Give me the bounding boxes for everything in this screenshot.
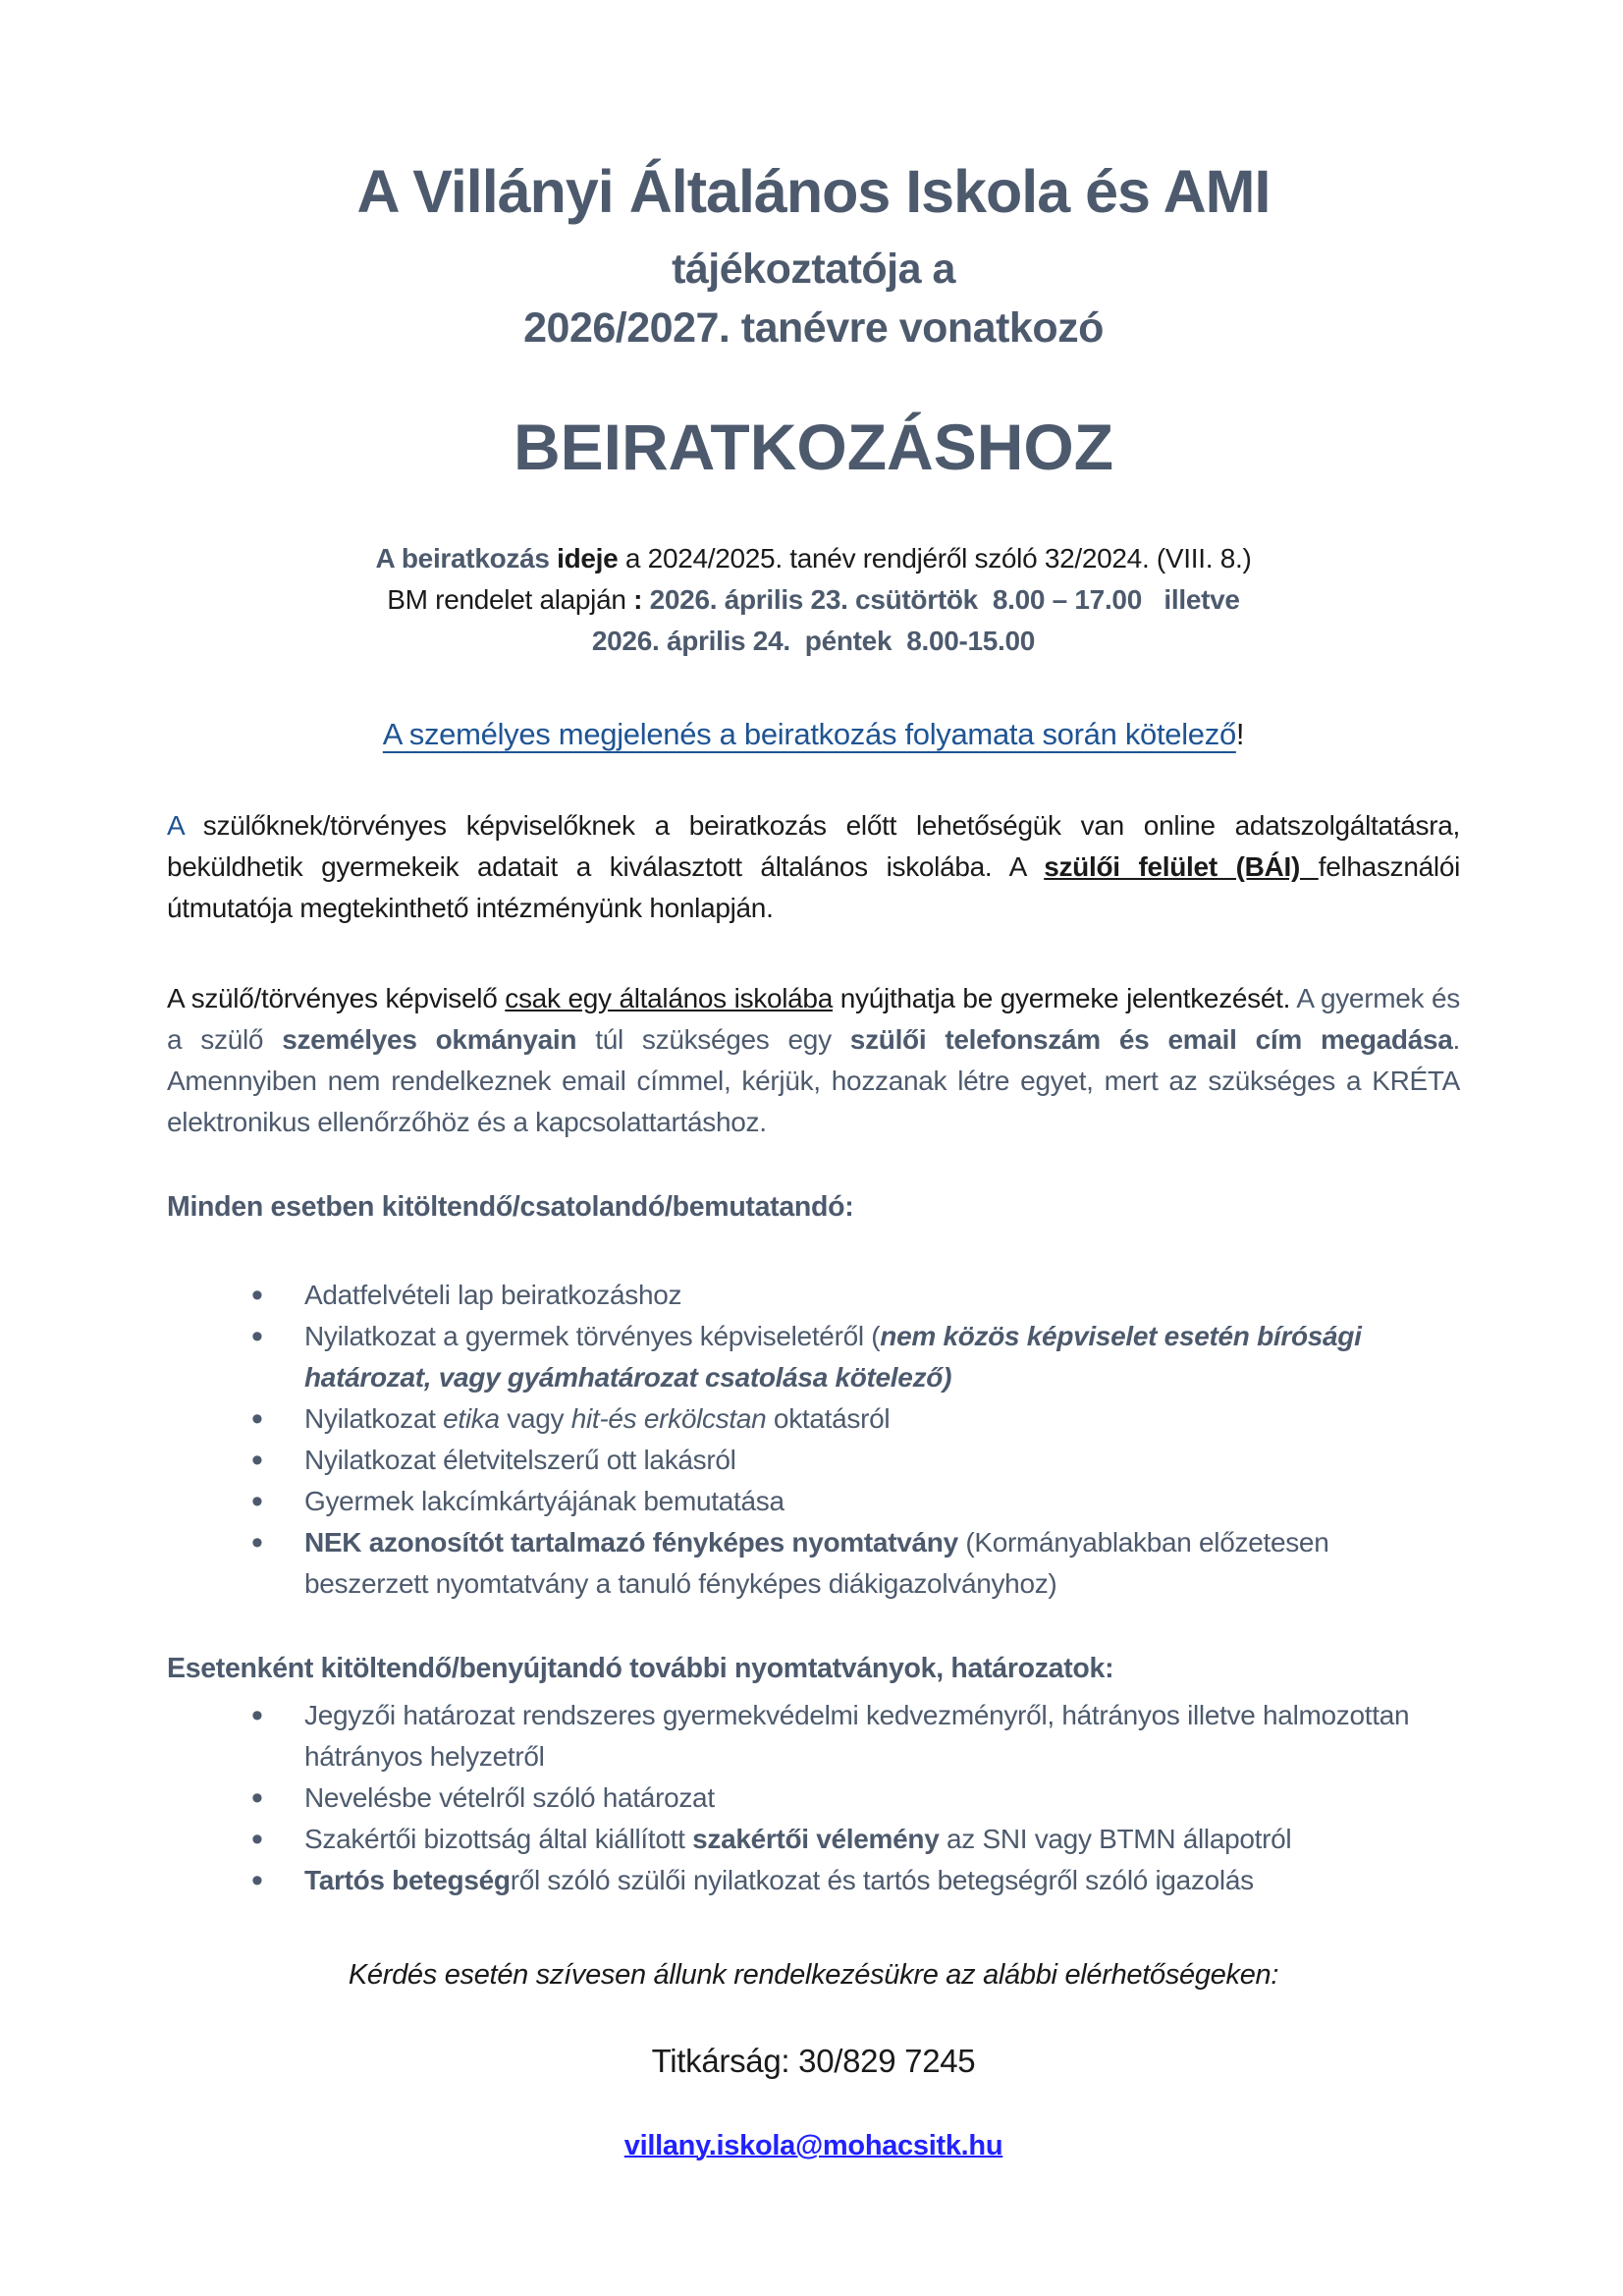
additional-item-2-text: Nevelésbe vételről szóló határozat xyxy=(304,1782,715,1813)
mandatory-attendance-notice xyxy=(167,713,1460,756)
schedule-lead-accent: A beiratkozás xyxy=(375,543,558,574)
additional-documents-heading: Esetenként kitöltendő/benyújtandó további nyomtatványok, határozatok: xyxy=(167,1653,1114,1684)
phone-email-term: szülői telefonszám és email cím megadása xyxy=(849,1024,1453,1055)
enrollment-schedule xyxy=(167,538,1460,662)
enrollment-heading: BEIRATKOZÁSHOZ xyxy=(513,410,1114,483)
checklist-item-6 xyxy=(167,1522,1460,1605)
single-school-paragraph xyxy=(167,978,1460,1143)
schedule-line-3 xyxy=(167,621,1460,662)
schedule-ideje-bold: ideje xyxy=(557,543,619,574)
additional-item-3-text-2: az SNI vagy BTMN állapotról xyxy=(939,1824,1292,1854)
checklist-item-3-text-1: Nyilatkozat xyxy=(304,1403,444,1434)
documents-needed-text-1: A gyermek és a szülő xyxy=(167,983,1460,1055)
checklist-item-5-text: Gyermek lakcímkártyájának bemutatása xyxy=(304,1486,784,1516)
checklist-item-6-text: (Kormányablakban előzetesen beszerzett nyomtatvány a tanuló fényképes diákigazolványhoz) xyxy=(304,1527,1329,1599)
additional-item-3-text-1: Szakértői bizottság által kiállított xyxy=(304,1824,693,1854)
checklist-item-3-religion-term: hit-és erkölcstan xyxy=(570,1403,767,1434)
additional-item-4 xyxy=(167,1860,1460,1901)
schedule-decree-text: a 2024/2025. tanév rendjéről szóló 32/2024. (VIII. 8.) xyxy=(618,543,1252,574)
paragraph-initial-a: A xyxy=(167,810,184,841)
checklist-item-3 xyxy=(167,1398,1460,1440)
secretariat-phone: Titkárság: 30/829 7245 xyxy=(651,2043,976,2079)
subtitle-line-2: 2026/2027. tanévre vonatkozó xyxy=(523,304,1104,352)
single-school-underlined: csak egy általános iskolába xyxy=(505,983,833,1013)
schedule-line-1 xyxy=(167,538,1460,579)
documents-needed-text-2: túl szükséges egy xyxy=(576,1024,850,1055)
checklist xyxy=(167,1275,1460,1605)
checklist-item-3-text-3: oktatásról xyxy=(766,1403,891,1434)
checklist-item-3-ethics-term: etika xyxy=(443,1403,500,1434)
checklist-item-1 xyxy=(167,1275,1460,1316)
email-link[interactable]: villany.iskola@mohacsitk.hu xyxy=(623,2130,1003,2161)
checklist-item-4 xyxy=(167,1440,1460,1481)
online-data-text-1: szülőknek/törvényes képviselőknek a beiratkozás előtt lehetőségük van online adatszolgáltatásra, beküldhetik gyermekeik adatait a kiválasztott általános iskolába. A xyxy=(167,810,1460,882)
additional-item-4-text: ről szóló szülői nyilatkozat és tartós betegségről szóló igazolás xyxy=(510,1865,1254,1895)
email-line xyxy=(167,2125,1460,2166)
schedule-line-2 xyxy=(167,579,1460,621)
checklist-item-5 xyxy=(167,1481,1460,1522)
additional-item-4-illness-term: Tartós betegség xyxy=(304,1865,511,1895)
checklist-item-2 xyxy=(167,1316,1460,1398)
checklist-item-2-emphasis: nem közös képviselet esetén bírósági határozat, vagy gyámhatározat csatolása kötelező) xyxy=(304,1321,1362,1393)
additional-documents-list xyxy=(167,1695,1460,1901)
single-school-text-2: nyújthatja be gyermeke jelentkezését. xyxy=(832,983,1297,1013)
contact-note: Kérdés esetén szívesen állunk rendelkezésükre az alábbi elérhetőségeken: xyxy=(348,1959,1279,1991)
notice-underlined-text: A személyes megjelenés a beiratkozás folyamata során kötelező xyxy=(382,717,1236,751)
checklist-item-6-nek-term: NEK azonosítót tartalmazó fényképes nyomtatvány xyxy=(304,1527,958,1558)
single-school-text-1: A szülő/törvényes képviselő xyxy=(167,983,506,1013)
checklist-item-4-text: Nyilatkozat életvitelszerű ott lakásról xyxy=(304,1445,736,1475)
school-title: A Villányi Általános Iskola és AMI xyxy=(356,158,1271,225)
schedule-date-1: 2026. április 23. csütörtök 8.00 – 17.00 illetve xyxy=(649,584,1240,615)
parent-portal-term: szülői felület (BÁI) xyxy=(1044,851,1319,882)
additional-item-2 xyxy=(167,1777,1460,1819)
schedule-date-2: 2026. április 24. péntek 8.00-15.00 xyxy=(591,626,1036,656)
additional-item-3 xyxy=(167,1819,1460,1860)
additional-item-1-text: Jegyzői határozat rendszeres gyermekvédelmi kedvezményről, hátrányos illetve halmozottan hátrányos helyzetről xyxy=(304,1700,1410,1772)
online-data-text-2: felhasználói útmutatója megtekinthető intézményünk honlapján. xyxy=(167,851,1461,923)
documents-needed-text-3: . Amennyiben nem rendelkeznek email címmel, kérjük, hozzanak létre egyet, mert az szükséges a KRÉTA elektronikus ellenőrzőhöz és a kapcsolattartáshoz. xyxy=(167,1024,1460,1137)
online-data-paragraph xyxy=(167,805,1460,929)
personal-documents-term: személyes okmányain xyxy=(282,1024,577,1055)
checklist-item-2-text: Nyilatkozat a gyermek törvényes képviseletéről ( xyxy=(304,1321,881,1351)
additional-item-1 xyxy=(167,1695,1460,1777)
notice-exclamation: ! xyxy=(1235,717,1245,751)
additional-item-3-expert-term: szakértői vélemény xyxy=(692,1824,940,1854)
subtitle-line-1: tájékoztatója a xyxy=(672,246,955,293)
checklist-item-3-text-2: vagy xyxy=(499,1403,571,1434)
checklist-item-1-text: Adatfelvételi lap beiratkozáshoz xyxy=(304,1280,682,1310)
checklist-heading: Minden esetben kitöltendő/csatolandó/bemutatandó: xyxy=(167,1191,854,1223)
schedule-colon: : xyxy=(633,584,650,615)
schedule-bm-text: BM rendelet alapján xyxy=(387,584,634,615)
